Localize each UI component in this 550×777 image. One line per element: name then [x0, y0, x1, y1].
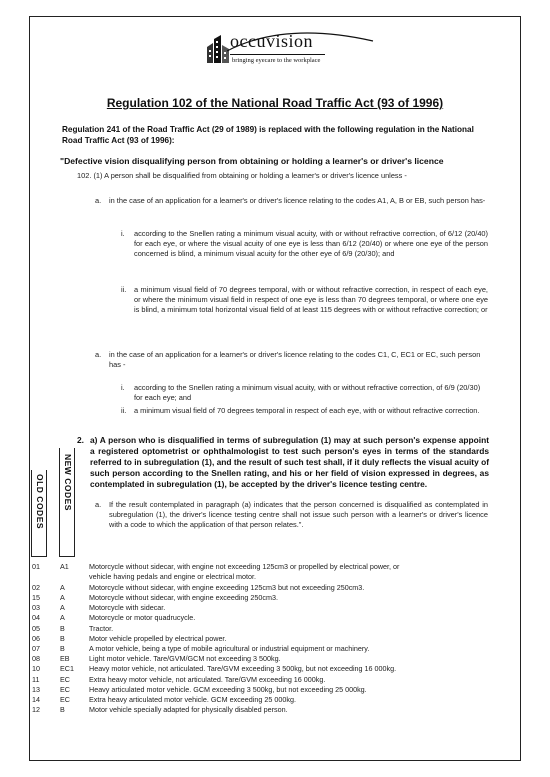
logo-name: occuvision	[230, 31, 313, 51]
new-code: A	[60, 583, 65, 592]
new-codes-label: NEW CODES	[63, 454, 73, 511]
code-description: Motorcycle without sidecar, with engine exceeding 125cm3 but not exceeding 250cm3.	[89, 583, 365, 592]
code-description: Light motor vehicle. Tare/GVM/GCM not exceeding 3 500kg.	[89, 654, 281, 663]
old-code: 05	[32, 624, 40, 633]
code-description: Motorcycle or motor quadrucycle.	[89, 613, 196, 622]
paragraph-marker: 2.	[77, 435, 84, 445]
old-codes-label: OLD CODES	[35, 474, 45, 530]
code-description: A motor vehicle, being a type of mobile agricultural or industrial equipment or machinery.	[89, 644, 370, 653]
new-code: B	[60, 644, 65, 653]
code-description: vehicle having pedals and engine or electrical motor.	[89, 572, 257, 581]
document-title: Regulation 102 of the National Road Traffic Act (93 of 1996)	[106, 96, 444, 110]
occuvision-logo	[205, 27, 385, 72]
code-description: Motorcycle without sidecar, with engine exceeding 250cm3.	[89, 593, 278, 602]
item-text: a minimum visual field of 70 degrees temporal in respect of each eye, with or without refractive correction.	[134, 406, 480, 415]
item-marker: a.	[95, 500, 102, 509]
item-text: If the result contemplated in paragraph (a) indicates that the person concerned is disqualified as contemplated in subregulation (1), the driver's licence testing centre shall not issue such person with a learner's or driver's licence with a code to which the application of that person relates.".	[109, 500, 488, 529]
old-code: 12	[32, 705, 40, 714]
new-code: EC	[60, 685, 70, 694]
old-code: 13	[32, 685, 40, 694]
section-heading: "Defective vision disqualifying person from obtaining or holding a learner's or driver's licence	[60, 156, 444, 166]
old-code: 01	[32, 562, 40, 571]
code-description: Motor vehicle specially adapted for physically disabled person.	[89, 705, 288, 714]
new-code: B	[60, 634, 65, 643]
item-marker: a.	[95, 196, 102, 205]
old-code: 04	[32, 613, 40, 622]
old-code: 14	[32, 695, 40, 704]
old-code: 02	[32, 583, 40, 592]
code-description: Extra heavy articulated motor vehicle. GCM exceeding 25 000kg.	[89, 695, 296, 704]
item-marker: ii.	[121, 406, 127, 415]
old-code: 07	[32, 644, 40, 653]
code-description: Motorcycle with sidecar.	[89, 603, 166, 612]
old-code: 06	[32, 634, 40, 643]
new-code: EB	[60, 654, 70, 663]
old-code: 11	[32, 675, 40, 684]
item-marker: a.	[95, 350, 102, 359]
code-description: Heavy articulated motor vehicle. GCM exceeding 3 500kg, but not exceeding 25 000kg.	[89, 685, 367, 694]
item-text: according to the Snellen rating a minimum visual acuity, with or without refractive correction, of 6/9 (20/30) for each eye; and	[134, 383, 481, 402]
item-text: in the case of an application for a learner's or driver's licence relating to the codes A1, A, B or EB, such person has-	[109, 196, 486, 205]
code-description: Extra heavy motor vehicle, not articulated. Tare/GVM exceeding 16 000kg.	[89, 675, 326, 684]
old-code: 08	[32, 654, 40, 663]
logo-tagline: bringing eyecare to the workplace	[232, 57, 321, 64]
old-code: 10	[32, 664, 40, 673]
item-text: according to the Snellen rating a minimum visual acuity, with or without refractive correction, of 6/12 (20/40) for each eye, or where the visual acuity of one eye is less than 6/12 (20/40) or where one eye of the person concerned is blind, a minimum visual acuity for the other eye of 6/9 (20/30); and	[134, 229, 488, 258]
new-code: EC	[60, 695, 70, 704]
new-code: A	[60, 613, 65, 622]
code-description: Heavy motor vehicle, not articulated. Tare/GVM exceeding 3 500kg, but not exceeding 16 000kg.	[89, 664, 397, 673]
code-description: Motorcycle without sidecar, with engine not exceeding 125cm3 or propelled by electrical power, or	[89, 562, 400, 571]
new-code: A1	[60, 562, 69, 571]
item-text: a minimum visual field of 70 degrees temporal, with or without refractive correction, in respect of each eye, or where the minimum visual field in respect of one eye is less than 70 degrees temporal, or where one eye is blind, a minimum total horizontal visual field of at least 115 degrees with or without refractive correction; or	[134, 285, 488, 314]
code-description: Motor vehicle propelled by electrical power.	[89, 634, 227, 643]
item-text: in the case of an application for a learner's or driver's licence relating to the codes C1, C, EC1 or EC, such person has -	[109, 350, 481, 369]
old-code: 15	[32, 593, 40, 602]
new-code: EC	[60, 675, 70, 684]
item-marker: i.	[121, 383, 125, 392]
new-code: B	[60, 705, 65, 714]
regulation-102-paragraph: 102. (1) A person shall be disqualified from obtaining or holding a learner's or driver's licence unless -	[77, 171, 407, 180]
paragraph-text: a) A person who is disqualified in terms of subregulation (1) may at such person's expense appoint a registered optometrist or ophthalmologist to test such person's eyes in terms of the standards referred to in subregulation (1), and the result of such test shall, if it duly reflects the visual acuity of such person according to the Snellen rating, and his or her field of vision expressed in degrees, as contemplated in subregulation (1), be accepted by the driver's licence testing centre.	[90, 435, 489, 489]
old-code: 03	[32, 603, 40, 612]
item-marker: i.	[121, 229, 125, 238]
new-code: A	[60, 593, 65, 602]
logo-rule	[230, 54, 325, 55]
new-code: A	[60, 603, 65, 612]
new-code: EC1	[60, 664, 74, 673]
intro-paragraph: Regulation 241 of the Road Traffic Act (29 of 1989) is replaced with the following regulation in the National Road Traffic Act (93 of 1996):	[62, 125, 474, 145]
item-marker: ii.	[121, 285, 127, 294]
code-description: Tractor.	[89, 624, 114, 633]
new-code: B	[60, 624, 65, 633]
